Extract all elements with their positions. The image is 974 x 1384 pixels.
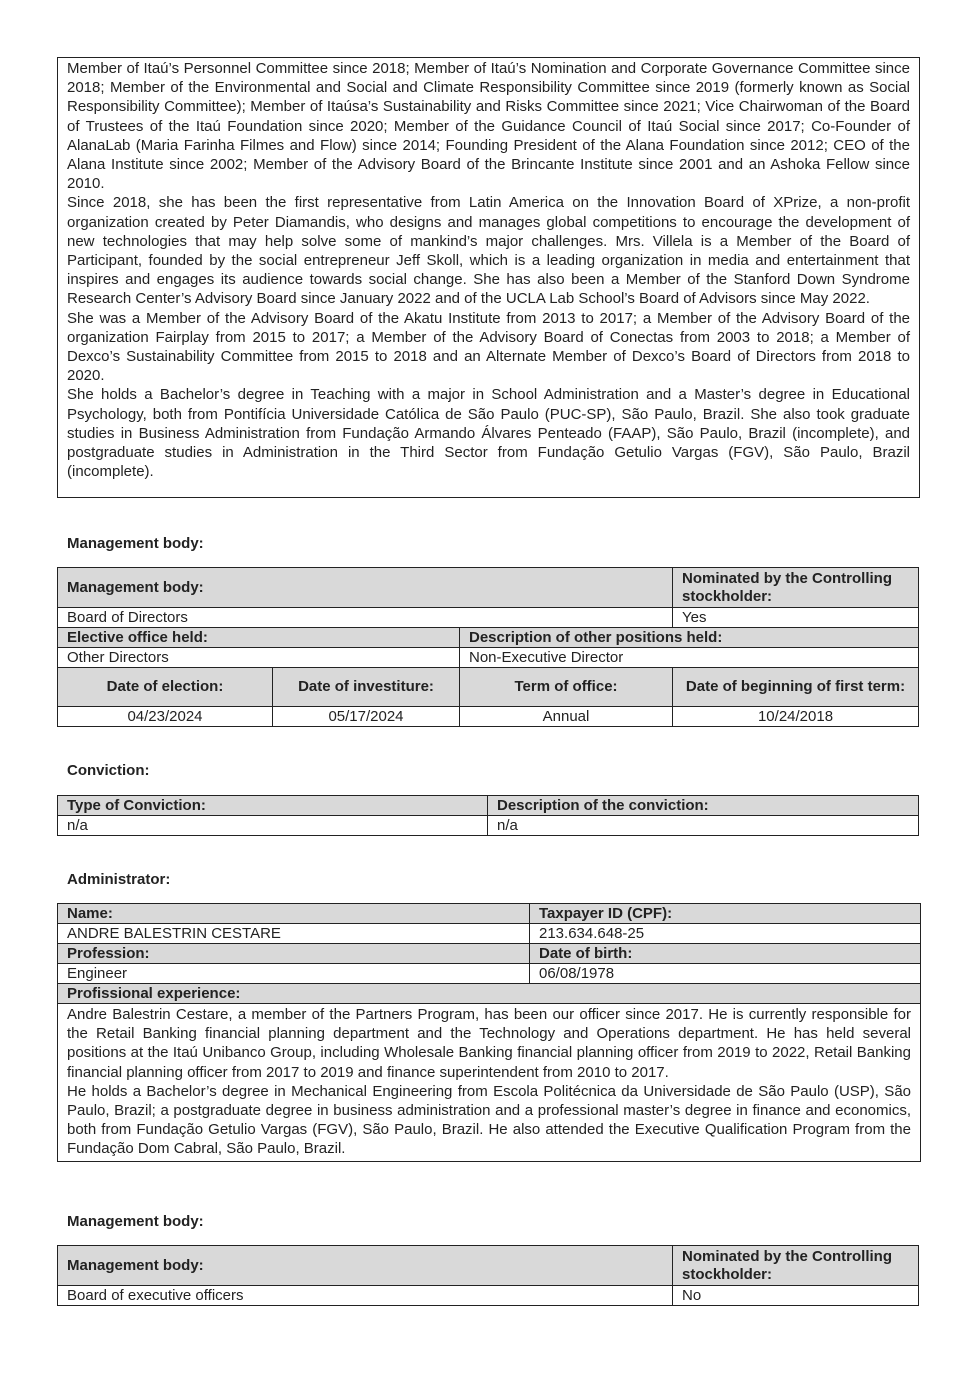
bio-paragraph: She was a Member of the Advisory Board of the Akatu Institute from 2013 to 2017; a Member of the Advisory Board of the organization Fairplay from 2015 to 2017; a Member of the Advisory Board of Conectas from 2003 to 2018; a Member of Dexco’s Sustainability Committee from 2015 to 2018 and an Alternate Member of Dexco’s Board of Directors from 2018 to 2020. <box>67 309 910 385</box>
biography-box <box>57 57 920 498</box>
profession-header: Profession: <box>58 944 530 964</box>
elective-office-header: Elective office held: <box>58 628 460 648</box>
management-body-value-2: Board of executive officers <box>58 1286 673 1306</box>
name-value: ANDRE BALESTRIN CESTARE <box>58 924 530 944</box>
conviction-type-value: n/a <box>58 816 488 836</box>
term-of-office-header: Term of office: <box>460 668 673 707</box>
conviction-type-header: Type of Conviction: <box>58 796 488 816</box>
nominated-value-2: No <box>673 1286 919 1306</box>
experience-paragraph: Andre Balestrin Cestare, a member of the Partners Program, has been our officer since 2017. He is currently responsible for the Retail Banking financial planning department and the Technology and Operations department. He has held several positions at the Itaú Unibanco Group, including Wholesale Banking financial planning officer from 2019 to 2022, Retail Banking financial planning officer from 2017 to 2019 and finance superintendent from 2010 to 2017. <box>67 1006 911 1081</box>
date-of-birth-value: 06/08/1978 <box>530 964 921 984</box>
management-body-heading: Management body: <box>67 535 204 552</box>
administrator-table <box>57 903 921 1162</box>
cpf-value: 213.634.648-25 <box>530 924 921 944</box>
other-positions-value: Non-Executive Director <box>460 648 919 668</box>
nominated-header-2: Nominated by the Controlling stockholder: <box>673 1246 919 1286</box>
profession-value: Engineer <box>58 964 530 984</box>
management-body-table <box>57 567 919 727</box>
conviction-description-value: n/a <box>488 816 919 836</box>
bio-paragraph: Member of Itaú’s Personnel Committee since 2018; Member of Itaú’s Nomination and Corporate Governance Committee since 2018; Member of the Environmental and Social and Climate Responsibility Committee since 2019 (formerly known as Social Responsibility Committee); Member of Itaúsa’s Sustainability and Risks Committee since 2021; Vice Chairwoman of the Board of Trustees of the Itaú Foundation since 2020; Member of the Guidance Council of Itaú Social since 2017; Co-Founder of AlanaLab (Maria Farinha Filmes and Flow) since 2014; Founding President of the Alana Foundation since 2012; CEO of the Alana Institute since 2002; Member of the Advisory Board of the Brincante Institute since 2001 and an Ashoka Fellow since 2010. <box>67 60 910 193</box>
nominated-header: Nominated by the Controlling stockholder: <box>673 568 919 608</box>
conviction-description-header: Description of the conviction: <box>488 796 919 816</box>
name-header: Name: <box>58 904 530 924</box>
first-term-value: 10/24/2018 <box>673 707 919 727</box>
cpf-header: Taxpayer ID (CPF): <box>530 904 921 924</box>
conviction-heading: Conviction: <box>67 762 150 779</box>
date-of-investiture-value: 05/17/2024 <box>273 707 460 727</box>
experience-header: Profissional experience: <box>58 984 921 1004</box>
first-term-header: Date of beginning of first term: <box>673 668 919 707</box>
experience-paragraph: He holds a Bachelor’s degree in Mechanical Engineering from Escola Politécnica da Universidade de São Paulo (USP), São Paulo, Brazil; a postgraduate degree in business administration and a professional master’s degree in finance and economics, both from Fundação Getulio Vargas (FGV), São Paulo, Brazil. He also attended the Executive Qualification Program from the Fundação Dom Cabral, São Paulo, Brazil. <box>67 1082 911 1158</box>
management-body-heading-2: Management body: <box>67 1213 204 1230</box>
date-of-election-value: 04/23/2024 <box>58 707 273 727</box>
experience-text <box>58 1004 921 1162</box>
management-body-value: Board of Directors <box>58 608 673 628</box>
date-of-investiture-header: Date of investiture: <box>273 668 460 707</box>
elective-office-value: Other Directors <box>58 648 460 668</box>
term-of-office-value: Annual <box>460 707 673 727</box>
management-body-header-2: Management body: <box>58 1246 673 1286</box>
management-body-header: Management body: <box>58 568 673 608</box>
bio-paragraph: She holds a Bachelor’s degree in Teaching with a major in School Administration and a Master’s degree in Educational Psychology, both from Pontifícia Universidade Católica de São Paulo (PUC-SP), São Paulo, Brazil. She also took graduate studies in Business Administration from Fundação Armando Álvares Penteado (FAAP), São Paulo, Brazil (incomplete), and postgraduate studies in Administration in the Third Sector from Fundação Getulio Vargas (FGV), São Paulo, Brazil (incomplete). <box>67 386 910 481</box>
other-positions-header: Description of other positions held: <box>460 628 919 648</box>
administrator-heading: Administrator: <box>67 871 171 888</box>
conviction-table <box>57 795 919 836</box>
management-body-table-2 <box>57 1245 919 1306</box>
date-of-birth-header: Date of birth: <box>530 944 921 964</box>
date-of-election-header: Date of election: <box>58 668 273 707</box>
bio-paragraph: Since 2018, she has been the first representative from Latin America on the Innovation Board of XPrize, a non-profit organization created by Peter Diamandis, who designs and manages global competitions to encourage the development of new technologies that may help solve some of mankind’s major challenges. Mrs. Villela is a Member of the Board of Participant, founded by the social entrepreneur Jeff Skoll, which is a leading organization in media and entertainment that inspires and engages its audience towards social change. She has also been a Member of the Stanford Down Syndrome Research Center’s Advisory Board since January 2022 and of the UCLA Lab School’s Board of Advisors since May 2022. <box>67 194 910 308</box>
nominated-value: Yes <box>673 608 919 628</box>
